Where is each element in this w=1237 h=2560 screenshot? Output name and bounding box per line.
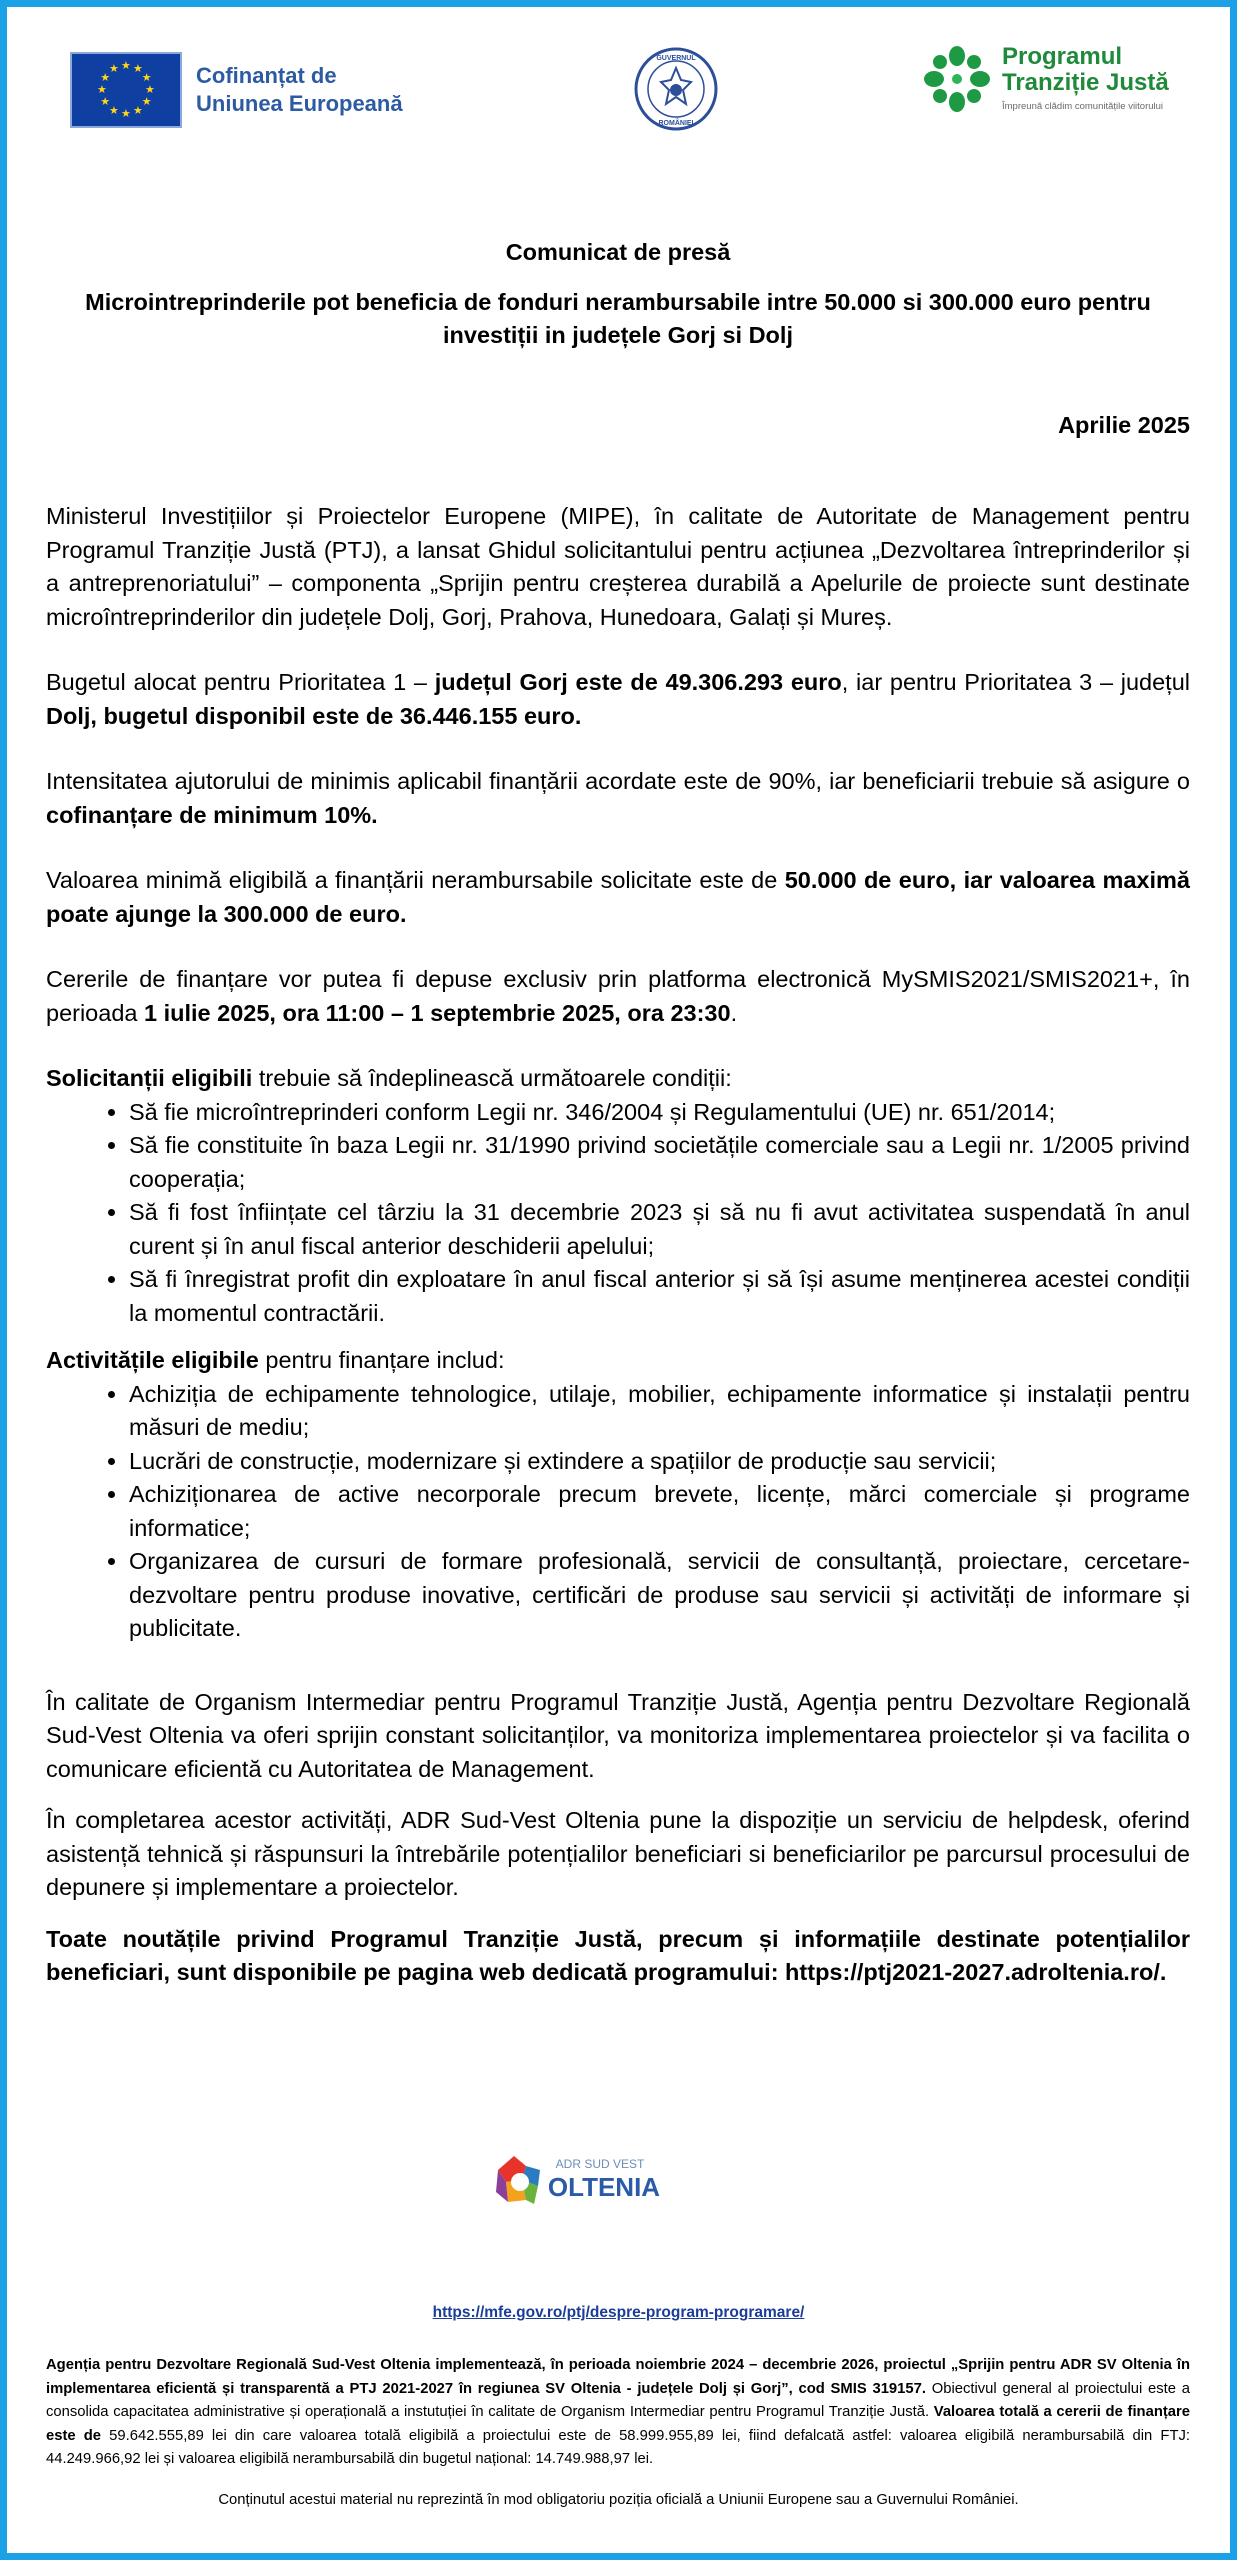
eu-star-icon: ★ bbox=[141, 95, 152, 108]
ptj-flower-icon bbox=[922, 44, 992, 114]
svg-text:GUVERNUL: GUVERNUL bbox=[656, 55, 696, 62]
logo-main-text: OLTENIA bbox=[547, 2172, 661, 2202]
release-date: Aprilie 2025 bbox=[1058, 411, 1190, 438]
eligible-applicants-heading: Solicitanții eligibili trebuie să îndeplinească următoarele condiții: bbox=[46, 1065, 732, 1091]
list-item: • Să fi fost înființate cel târziu la 31 decembrie 2023 și să nu fi avut activitatea suspendată în anul curent și în anul fiscal anterior deschiderii apelului; bbox=[129, 1196, 1190, 1263]
press-release-subtitle: Microintreprinderile pot beneficia de fonduri nerambursabile intre 50.000 si 300.000 euro pentru investiții in județele Gorj si Dolj bbox=[85, 288, 1151, 348]
logo-top-text: ADR SUD VEST bbox=[555, 2157, 645, 2171]
project-funding-statement: Agenția pentru Dezvoltare Regională Sud-Vest Oltenia implementează, în perioada noiembrie 2024 – decembrie 2026, proiectul „Sprijin pentru ADR SV Oltenia în implementarea eficientă și transparentă a PTJ 2021-2027 în regiunea SV Oltenia - județele Dolj și Gorj”, cod SMIS 319157. Obiectivul general al proiectului este a consolida capacitatea administrative și operațională a instutuției în calitate de Organism Intermediar pentru Programul Tranziție Justă. Valoarea totală a cererii de finanțare este de 59.642.555,89 lei din care valoarea totală eligibilă a proiectului este de 58.999.955,89 lei, fiind defalcată astfel: valoarea eligibilă nerambursabilă din FTJ: 44.249.966,92 lei și valoarea eligibilă nerambursabilă din bugetul național: 14.749.988,97 lei. bbox=[46, 2357, 1191, 2467]
list-item: • Să fie constituite în baza Legii nr. 31/1990 privind societățile comerciale sau a Legii nr. 1/2005 privind cooperația; bbox=[129, 1129, 1190, 1196]
eu-star-icon: ★ bbox=[141, 71, 152, 84]
page-title: Comunicat de presă bbox=[505, 239, 731, 265]
list-item: • Să fie microîntreprinderi conform Legii nr. 346/2004 și Regulamentului (UE) nr. 651/2014; bbox=[129, 1096, 1190, 1130]
eligible-activities-heading: Activitățile eligibile pentru finanțare includ: bbox=[46, 1347, 505, 1373]
list-item: • Să fi înregistrat profit din exploatare în anul fiscal anterior și să își asume menținerea acestei condiții la momentul contractării. bbox=[129, 1263, 1190, 1330]
eligible-applicants-list bbox=[46, 1096, 1190, 1331]
adr-sud-vest-oltenia-logo bbox=[492, 2148, 682, 2218]
paragraph-value: Valoarea minimă eligibilă a finanțării nerambursabile solicitate este de 50.000 de euro, iar valoarea maximă poate ajunge la 300.000 de euro. bbox=[46, 867, 1190, 927]
eu-star-icon: ★ bbox=[109, 103, 119, 117]
ptj-tagline: Împreună clădim comunitățile viitorului bbox=[1002, 101, 1164, 112]
paragraph-intermediary: În calitate de Organism Intermediar pentru Programul Tranziție Justă, Agenția pentru Dezvoltare Regională Sud-Vest Oltenia va oferi sprijin constant solicitanților, va monitoriza implementarea proiectelor și va facilita o comunicare eficientă cu Autoritatea de Management. bbox=[46, 1688, 1190, 1782]
header bbox=[0, 40, 1237, 140]
eu-star-icon: ★ bbox=[133, 103, 143, 117]
paragraph-budget: Bugetul alocat pentru Prioritatea 1 – județul Gorj este de 49.306.293 euro, iar pentru Prioritatea 3 – județul Dolj, bugetul disponibil este de 36.446.155 euro. bbox=[46, 669, 1191, 729]
press-release-body bbox=[46, 236, 1190, 1990]
eu-star-icon: ★ bbox=[109, 62, 119, 76]
program-link[interactable]: https://mfe.gov.ro/ptj/despre-program-programare/ bbox=[432, 2304, 805, 2321]
eu-star-icon: ★ bbox=[121, 107, 131, 120]
svg-text:ROMÂNIEI: ROMÂNIEI bbox=[658, 120, 694, 127]
ptj-logo bbox=[922, 44, 1169, 114]
list-item: • Lucrări de construcție, modernizare și extindere a spațiilor de producție sau servicii; bbox=[129, 1445, 1190, 1479]
eu-star-icon: ★ bbox=[100, 71, 111, 84]
eu-star-icon: ★ bbox=[145, 83, 155, 96]
eu-logo-text: Cofinanțat de Uniunea Europeană bbox=[196, 63, 403, 116]
disclaimer: Conținutul acestui material nu reprezintă în mod obligatoriu poziția oficială a Uniunii Europene sau a Guvernului României. bbox=[218, 2492, 1019, 2508]
ptj-title-line1: Programul bbox=[1002, 43, 1123, 70]
eu-star-icon: ★ bbox=[121, 59, 131, 72]
eu-star-icon: ★ bbox=[97, 83, 107, 96]
paragraph-helpdesk: În completarea acestor activități, ADR Sud-Vest Oltenia pune la dispoziție un serviciu de helpdesk, oferind asistență tehnică și răspunsuri la întrebările potențialilor beneficiari si beneficiarilor pe parcursul procesului de depunere și implementare a proiectelor. bbox=[46, 1807, 1190, 1900]
eligible-activities-list bbox=[46, 1378, 1190, 1646]
ptj-title-line2: Tranziție Justă bbox=[1002, 69, 1169, 96]
eu-flag-icon bbox=[70, 52, 182, 128]
list-item: • Achiziția de echipamente tehnologice, utilaje, mobilier, echipamente informatice și instalații pentru măsuri de mediu; bbox=[129, 1378, 1190, 1445]
paragraph-submission: Cererile de finanțare vor putea fi depuse exclusiv prin platforma electronică MySMIS2021/SMIS2021+, în perioada 1 iulie 2025, ora 11:00 – 1 septembrie 2025, ora 23:30. bbox=[46, 966, 1190, 1026]
paragraph-intro: Ministerul Investițiilor și Proiectelor Europene (MIPE), în calitate de Autoritate de Management pentru Programul Tranziție Justă (PTJ), a lansat Ghidul solicitantului pentru acțiunea „Dezvoltarea întreprinderilor și a antreprenoriatului” – componenta „Sprijin pentru creșterea durabilă a Apelurile de proiecte sunt destinate microîntreprinderilor din județele Dolj, Gorj, Prahova, Hunedoara, Galați și Mureș. bbox=[46, 503, 1190, 630]
list-item: • Organizarea de cursuri de formare profesională, servicii de consultanță, proiectare, cercetare-dezvoltare pentru produse inovative, certificări de produse sau servicii și activități de informare și publicitate. bbox=[129, 1545, 1190, 1646]
government-seal-icon bbox=[633, 46, 719, 132]
eu-star-icon: ★ bbox=[133, 62, 143, 76]
paragraph-website: Toate noutățile privind Programul Tranziție Justă, precum și informațiile destinate potențialilor beneficiari, sunt disponibile pe pagina web dedicată programului: https://ptj2021-2027.adroltenia.ro/. bbox=[46, 1925, 1190, 1985]
eu-star-icon: ★ bbox=[100, 95, 111, 108]
list-item: • Achiziționarea de active necorporale precum brevete, licențe, mărci comerciale și programe informatice; bbox=[129, 1478, 1190, 1545]
eu-cofinancing-logo bbox=[70, 52, 403, 128]
paragraph-intensity: Intensitatea ajutorului de minimis aplicabil finanțării acordate este de 90%, iar beneficiarii trebuie să asigure o cofinanțare de minimum 10%. bbox=[46, 768, 1190, 828]
